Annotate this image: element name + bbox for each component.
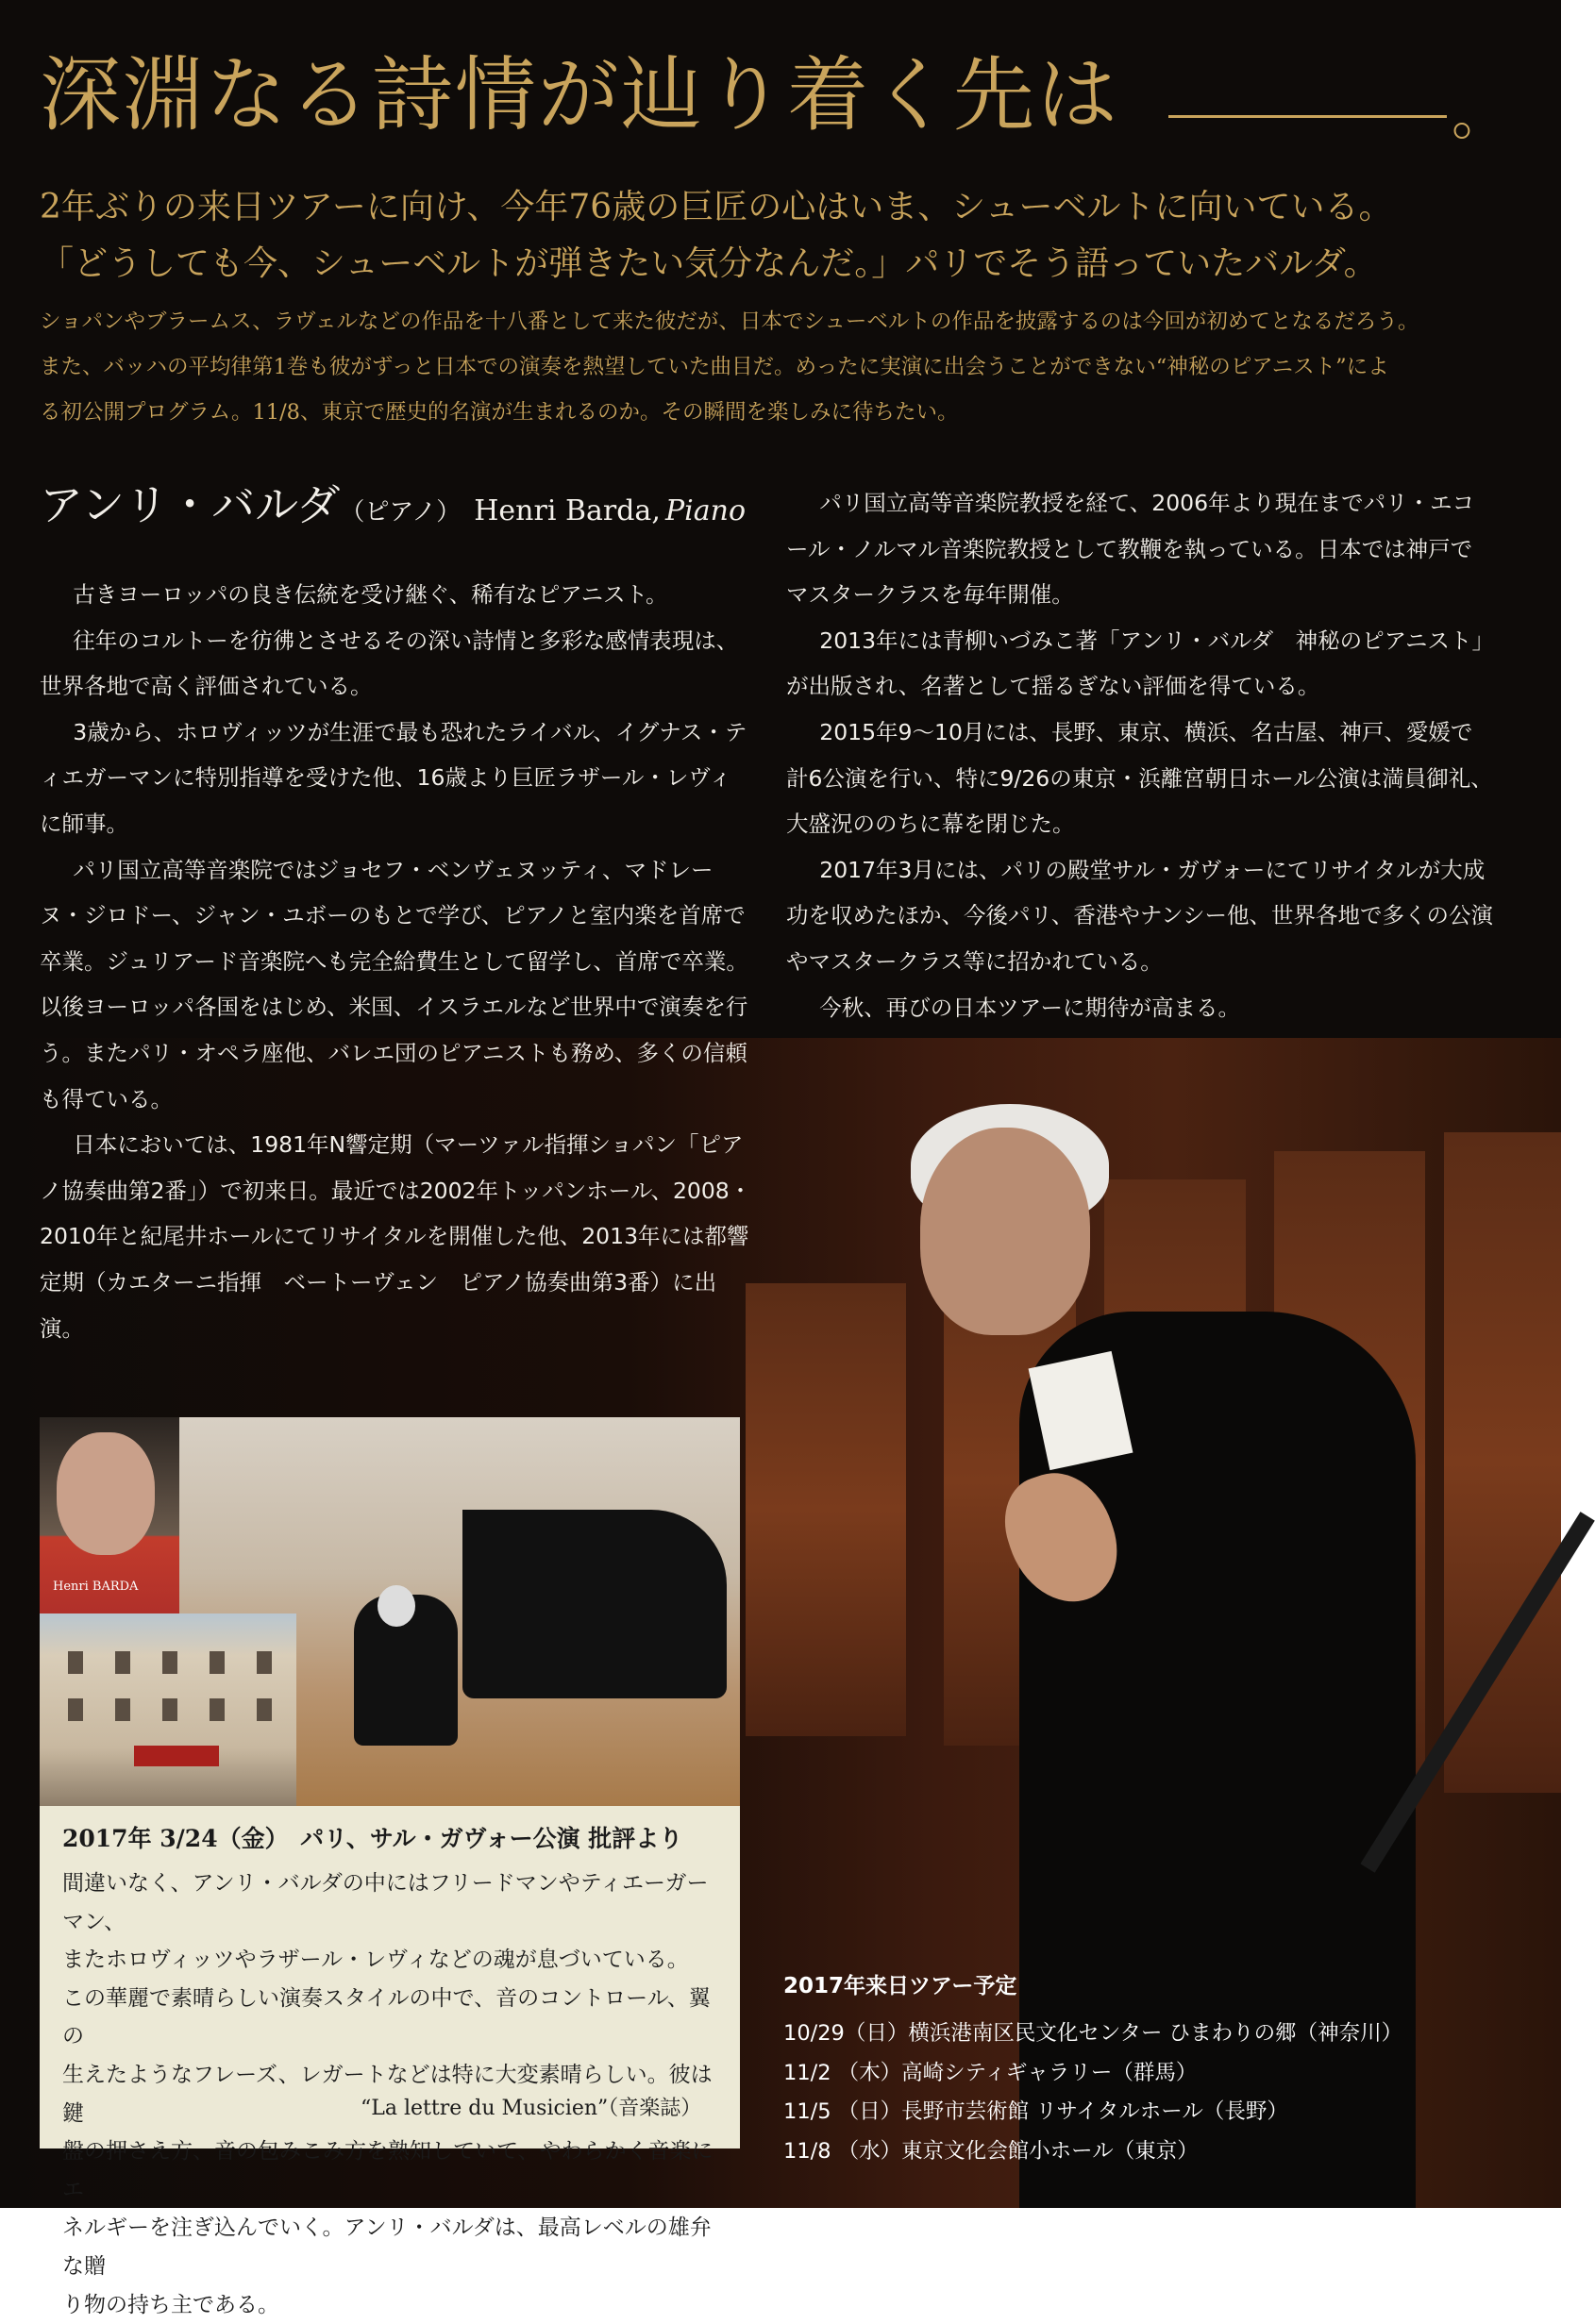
- wood-panel: [1444, 1132, 1561, 1793]
- review-source: “La lettre du Musicien”（音楽誌）: [361, 2097, 702, 2120]
- review-title: 2017年 3/24（金） パリ、サル・ガヴォー公演 批評より: [62, 1825, 683, 1852]
- tour-date: 11/8 （水）東京文化会館小ホール（東京）: [783, 2139, 1199, 2165]
- window: [210, 1698, 225, 1721]
- window: [68, 1651, 83, 1674]
- artist-role-ja: （ピアノ）: [340, 498, 462, 527]
- bio-paragraph: 2015年9〜10月には、長野、東京、横浜、名古屋、神戸、愛媛で計6公演を行い、特に9/26の東京・浜離宮朝日ホール公演は満員御礼、大盛況ののちに幕を閉じた。: [786, 718, 1493, 838]
- window: [115, 1651, 130, 1674]
- review-line: り物の持ち主である。: [62, 2292, 279, 2317]
- artist-name-en: Henri Barda,: [474, 494, 661, 527]
- intro-line: る初公開プログラム。11/8、東京で歴史的名演が生まれるのか。その瞬間を楽しみに待ちたい。: [40, 400, 959, 425]
- window: [257, 1698, 272, 1721]
- pianist-head: [378, 1585, 415, 1627]
- tour-title: 2017年来日ツアー予定: [783, 1974, 1017, 1998]
- window: [68, 1698, 83, 1721]
- red-awning: [134, 1746, 219, 1766]
- grand-piano: [462, 1510, 727, 1698]
- bio-paragraph: 日本においては、1981年N響定期（マーツァル指揮ショパン「ピアノ協奏曲第2番」）で初来日。最近では2002年トッパンホール、2008・2010年と紀尾井ホールにてリサイタルを開催した他、2013年には都響定期（カエターニ指揮 ベートーヴェン ピアノ協奏曲第3番）に出演。: [40, 1131, 752, 1342]
- tour-date: 10/29（日）横浜港南区民文化センター ひまわりの郷（神奈川）: [783, 2021, 1403, 2046]
- bio-paragraph: 今秋、再びの日本ツアーに期待が高まる。: [819, 994, 1241, 1021]
- tour-date: 11/2 （木）高崎シティギャラリー（群馬）: [783, 2060, 1198, 2085]
- window: [162, 1651, 177, 1674]
- review-line: 盤の押さえ方、音の包みこみ方を熟知していて、やわらかく音楽にエ: [62, 2139, 714, 2202]
- bio-paragraph: 2017年3月には、パリの殿堂サル・ガヴォーにてリサイタルが大成功を収めたほか、今後パリ、香港やナンシー他、世界各地で多くの公演やマスタークラス等に招かれている。: [786, 856, 1494, 975]
- bio-paragraph: 2013年には青柳いづみこ著「アンリ・バルダ 神秘のピアニスト」が出版され、名著として揺るぎない評価を得ている。: [786, 627, 1494, 700]
- bio-paragraph: パリ国立高等音楽院教授を経て、2006年より現在までパリ・エコール・ノルマル音楽院教授として教鞭を執っている。日本では神戸でマスタークラスを毎年開催。: [786, 490, 1475, 609]
- window: [257, 1651, 272, 1674]
- review-line: 間違いなく、アンリ・バルダの中にはフリードマンやティエーガーマン、: [62, 1871, 709, 1934]
- review-body: [62, 1864, 723, 2324]
- poster-portrait: [57, 1432, 155, 1555]
- artist-name-ja: アンリ・バルダ: [40, 479, 341, 530]
- artist-instrument-en: Piano: [664, 494, 747, 527]
- intro-line: また、バッハの平均律第1巻も彼がずっと日本での演奏を熱望していた曲目だ。めったに実演に出会うことができない“神秘のピアニスト”によ: [40, 355, 1389, 379]
- headline-dash: [1168, 115, 1447, 118]
- bio-paragraph: 3歳から、ホロヴィッツが生涯で最も恐れたライバル、イグナス・ティエガーマンに特別指導を受けた他、16歳より巨匠ラザール・レヴィに師事。: [40, 718, 747, 837]
- wood-panel: [746, 1283, 906, 1736]
- tour-schedule: [783, 1976, 1402, 2172]
- headline-period: 。: [1452, 82, 1508, 148]
- pianist-face: [920, 1128, 1090, 1335]
- review-line: またホロヴィッツやラザール・レヴィなどの魂が息づいている。: [62, 1948, 689, 1973]
- concert-hall-exterior-photo: [40, 1613, 296, 1806]
- lead-line: 「どうしても今、シューベルトが弾きたい気分なんだ。」パリでそう語っていたバルダ。: [40, 244, 1378, 283]
- bio-heading: [40, 479, 747, 530]
- bio-paragraph: 古きヨーロッパの良き伝統を受け継ぐ、稀有なピアニスト。: [73, 581, 668, 608]
- review-line: 生えたようなフレーズ、レガートなどは特に大変素晴らしい。彼は鍵: [62, 2062, 713, 2126]
- bio-column-left: [40, 572, 753, 1351]
- poster-artist-name: Henri BARDA: [53, 1580, 139, 1594]
- window: [210, 1651, 225, 1674]
- intro-line: ショパンやブラームス、ラヴェルなどの作品を十八番として来た彼だが、日本でシューベルトの作品を披露するのは今回が初めてとなるだろう。: [40, 309, 1419, 334]
- bio-column-right: [786, 480, 1494, 1030]
- window: [162, 1698, 177, 1721]
- window: [115, 1698, 130, 1721]
- review-line: ネルギーを注ぎ込んでいく。アンリ・バルダは、最高レベルの雄弁な贈: [62, 2215, 712, 2279]
- tour-date: 11/5 （日）長野市芸術館 リサイタルホール（長野）: [783, 2099, 1288, 2125]
- lead-line: 2年ぶりの来日ツアーに向け、今年76歳の巨匠の心はいま、シューベルトに向いている。: [40, 188, 1393, 226]
- review-line: この華麗で素晴らしい演奏スタイルの中で、音のコントロール、翼の: [62, 1985, 711, 2049]
- headline: 深淵なる詩情が辿り着く先は: [40, 48, 1119, 142]
- bio-paragraph: 往年のコルトーを彷彿とさせるその深い詩情と多彩な感情表現は、世界各地で高く評価されている。: [40, 627, 739, 700]
- bio-paragraph: パリ国立高等音楽院ではジョセフ・ベンヴェヌッティ、マドレーヌ・ジロドー、ジャン・ユボーのもとで学び、ピアノと室内楽を首席で卒業。ジュリアード音楽院へも完全給費生として留学し、首席で卒業。以後ヨーロッパ各国をはじめ、米国、イスラエルなど世界中で演奏を行う。またパリ・オペラ座他、バレエ団のピアニストも務め、多くの信頼も得ている。: [40, 856, 748, 1112]
